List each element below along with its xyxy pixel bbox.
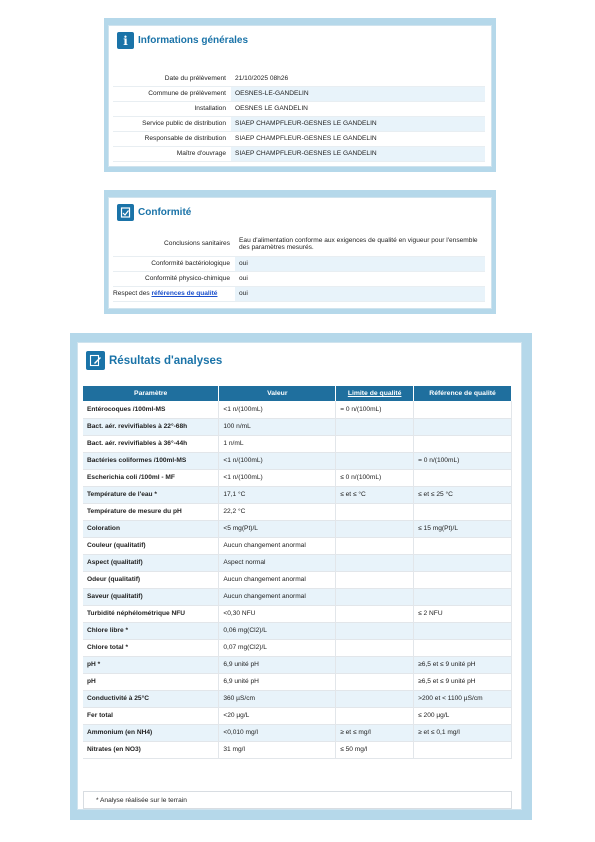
result-parametre: pH * [83,656,219,673]
info-value: 21/10/2025 08h26 [231,71,485,86]
result-row [83,588,512,605]
resultats-panel-body [77,342,522,810]
result-reference [414,571,512,588]
result-limite [336,435,414,452]
conformite-row [113,232,485,256]
result-reference [414,401,512,418]
conformite-panel [104,190,496,314]
conformite-label: Conclusions sanitaires [113,232,235,256]
result-valeur: <0,30 NFU [219,605,336,622]
result-valeur: 360 µS/cm [219,690,336,707]
info-icon: i [117,32,134,49]
conformite-header [117,204,191,221]
result-valeur: 1 n/mL [219,435,336,452]
info-header [117,32,248,49]
result-parametre: Coloration [83,520,219,537]
info-row [113,116,485,131]
result-valeur: Aucun changement anormal [219,537,336,554]
ref-value: oui [235,286,485,301]
col-header-valeur: Valeur [219,386,336,401]
result-limite: ≤ et ≤ °C [336,486,414,503]
result-valeur: 100 n/mL [219,418,336,435]
result-parametre: Conductivité à 25°C [83,690,219,707]
result-row [83,469,512,486]
conformite-value: Eau d'alimentation conforme aux exigences de qualité en vigueur pour l'ensemble des paramètres mesurés. [235,232,485,256]
conformite-row [113,256,485,271]
result-valeur: 0,06 mg(Cl2)/L [219,622,336,639]
result-row [83,571,512,588]
result-valeur: Aucun changement anormal [219,588,336,605]
info-label: Installation [113,101,231,116]
result-reference [414,554,512,571]
result-row [83,656,512,673]
result-limite: ≤ 0 n/(100mL) [336,469,414,486]
result-reference [414,622,512,639]
edit-document-icon [86,351,105,370]
result-limite [336,622,414,639]
result-limite: ≤ 50 mg/l [336,741,414,758]
ref-label-prefix: Respect des [113,290,152,297]
info-value: OESNES-LE-GANDELIN [231,86,485,101]
info-value: OESNES LE GANDELIN [231,101,485,116]
result-reference: ≥ et ≤ 0,1 mg/l [414,724,512,741]
info-panel [104,18,496,172]
result-valeur: 6,9 unité pH [219,656,336,673]
info-row [113,131,485,146]
result-row [83,690,512,707]
info-label: Date du prélèvement [113,71,231,86]
result-row [83,639,512,656]
result-limite [336,605,414,622]
result-reference: ≤ 2 NFU [414,605,512,622]
info-label: Service public de distribution [113,116,231,131]
ref-label [113,286,235,301]
document-check-icon [117,204,134,221]
result-parametre: Odeur (qualitatif) [83,571,219,588]
result-valeur: Aucun changement anormal [219,571,336,588]
result-parametre: Bactéries coliformes /100ml-MS [83,452,219,469]
result-parametre: Entérocoques /100ml-MS [83,401,219,418]
result-row [83,554,512,571]
resultats-table [83,386,512,759]
result-parametre: Température de l'eau * [83,486,219,503]
result-reference: ≥6,5 et ≤ 9 unité pH [414,673,512,690]
result-reference: ≤ 200 µg/L [414,707,512,724]
result-row [83,707,512,724]
result-valeur: <1 n/(100mL) [219,469,336,486]
ref-row [113,286,485,301]
info-label: Commune de prélèvement [113,86,231,101]
result-valeur: <5 mg(Pt)/L [219,520,336,537]
col-header-reference: Référence de qualité [414,386,512,401]
info-panel-body [108,25,492,167]
result-limite [336,588,414,605]
info-label: Maître d'ouvrage [113,146,231,161]
info-row [113,146,485,161]
result-valeur: 6,9 unité pH [219,673,336,690]
result-reference: ≤ 15 mg(Pt)/L [414,520,512,537]
info-value: SIAEP CHAMPFLEUR-GESNES LE GANDELIN [231,131,485,146]
result-reference [414,469,512,486]
result-limite [336,452,414,469]
info-value: SIAEP CHAMPFLEUR-GESNES LE GANDELIN [231,116,485,131]
col-header-limite: Limite de qualité [336,386,414,401]
conformite-value: oui [235,271,485,286]
result-limite [336,656,414,673]
result-row [83,520,512,537]
result-valeur: 0,07 mg(Cl2)/L [219,639,336,656]
result-valeur: <20 µg/L [219,707,336,724]
footnote: * Analyse réalisée sur le terrain [83,791,512,809]
result-valeur: 17,1 °C [219,486,336,503]
result-row [83,741,512,758]
result-parametre: Chlore libre * [83,622,219,639]
info-table [113,71,485,162]
result-parametre: Saveur (qualitatif) [83,588,219,605]
conformite-panel-body [108,197,492,309]
result-valeur: <1 n/(100mL) [219,401,336,418]
result-row [83,503,512,520]
result-row [83,452,512,469]
info-row [113,71,485,86]
result-row [83,605,512,622]
result-row [83,418,512,435]
result-valeur: <1 n/(100mL) [219,452,336,469]
result-limite [336,418,414,435]
result-valeur: 22,2 °C [219,503,336,520]
result-parametre: Bact. aér. revivifiables à 22°-68h [83,418,219,435]
result-row [83,724,512,741]
resultats-title: Résultats d'analyses [109,354,223,367]
result-parametre: Chlore total * [83,639,219,656]
result-reference [414,741,512,758]
result-limite [336,690,414,707]
result-parametre: Turbidité néphélométrique NFU [83,605,219,622]
col-header-parametre: Paramètre [83,386,219,401]
info-row [113,86,485,101]
info-row [113,101,485,116]
result-parametre: Aspect (qualitatif) [83,554,219,571]
resultats-panel [70,333,532,820]
result-reference: = 0 n/(100mL) [414,452,512,469]
resultats-header [86,351,222,370]
result-limite [336,673,414,690]
result-parametre: Température de mesure du pH [83,503,219,520]
conformite-label: Conformité bactériologique [113,256,235,271]
result-parametre: Nitrates (en NO3) [83,741,219,758]
result-limite [336,554,414,571]
conformite-row [113,271,485,286]
result-limite [336,520,414,537]
result-limite [336,707,414,724]
conformite-table [113,232,485,302]
result-limite [336,503,414,520]
info-value: SIAEP CHAMPFLEUR-GESNES LE GANDELIN [231,146,485,161]
result-reference [414,639,512,656]
result-valeur: Aspect normal [219,554,336,571]
result-reference [414,588,512,605]
result-parametre: Escherichia coli /100ml - MF [83,469,219,486]
result-limite: = 0 n/(100mL) [336,401,414,418]
info-label: Responsable de distribution [113,131,231,146]
info-title: Informations générales [138,35,249,46]
conformite-value: oui [235,256,485,271]
conformite-title: Conformité [138,207,192,218]
result-limite [336,571,414,588]
result-parametre: Bact. aér. revivifiables à 36°-44h [83,435,219,452]
references-qualite-link[interactable]: références de qualité [151,290,218,297]
result-reference: ≥6,5 et ≤ 9 unité pH [414,656,512,673]
result-limite: ≥ et ≤ mg/l [336,724,414,741]
result-reference [414,418,512,435]
result-row [83,435,512,452]
result-reference [414,537,512,554]
result-reference [414,435,512,452]
result-parametre: Ammonium (en NH4) [83,724,219,741]
result-parametre: Couleur (qualitatif) [83,537,219,554]
result-row [83,401,512,418]
conformite-label: Conformité physico-chimique [113,271,235,286]
result-valeur: <0,010 mg/l [219,724,336,741]
result-reference [414,503,512,520]
resultats-header-row [83,386,512,401]
result-row [83,622,512,639]
result-row [83,486,512,503]
result-parametre: pH [83,673,219,690]
result-row [83,537,512,554]
result-reference: >200 et < 1100 µS/cm [414,690,512,707]
result-reference: ≤ et ≤ 25 °C [414,486,512,503]
result-limite [336,537,414,554]
result-limite [336,639,414,656]
result-valeur: 31 mg/l [219,741,336,758]
result-parametre: Fer total [83,707,219,724]
result-row [83,673,512,690]
